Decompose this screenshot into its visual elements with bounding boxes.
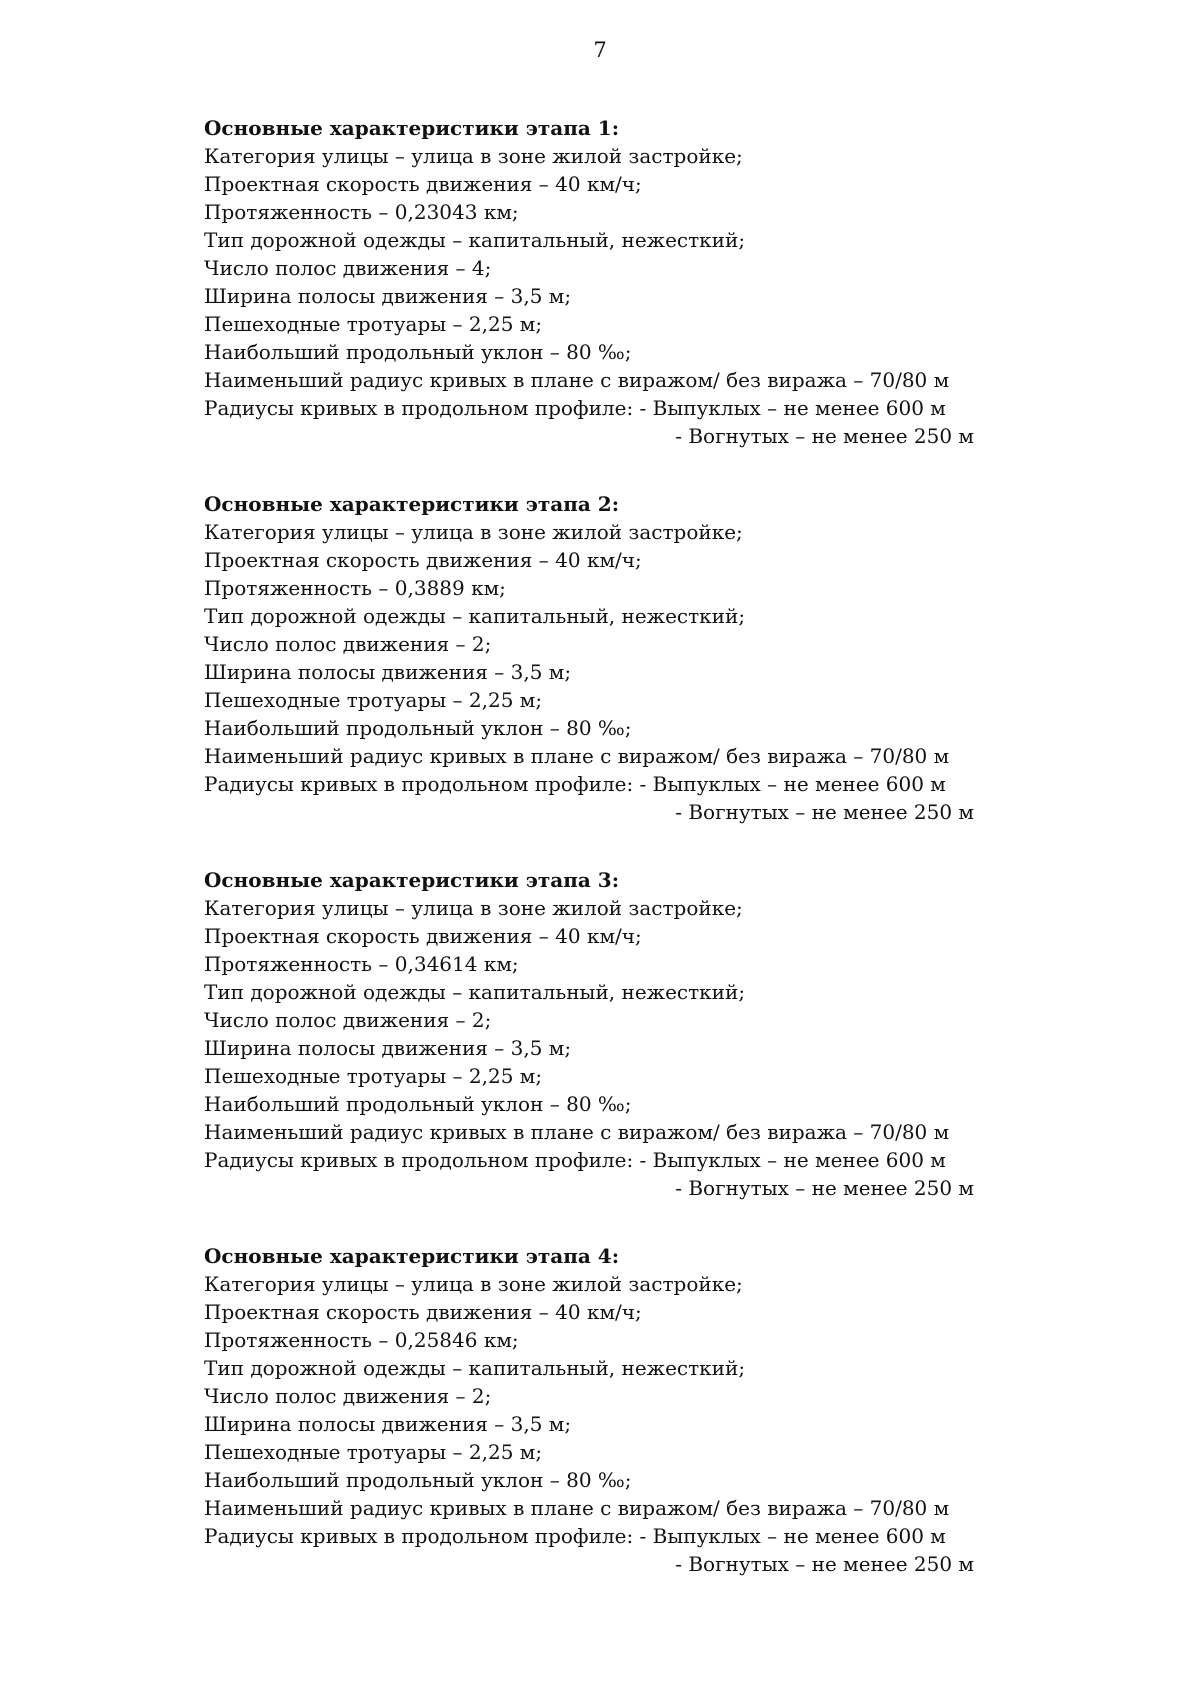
stage-3-section — [204, 866, 974, 1202]
street-category-line: Категория улицы – улица в зоне жилой застройке; — [204, 896, 743, 920]
lane-count-line: Число полос движения – 4; — [204, 256, 492, 280]
design-speed-line: Проектная скорость движения – 40 км/ч; — [204, 924, 642, 948]
stage-4-section — [204, 1242, 974, 1578]
pavement-type-line: Тип дорожной одежды – капитальный, нежесткий; — [204, 604, 746, 628]
stage-1-section — [204, 114, 974, 450]
min-curve-radius-line: Наименьший радиус кривых в плане с виражом/ без виража – 70/80 м — [204, 368, 950, 392]
pavement-type-line: Тип дорожной одежды – капитальный, нежесткий; — [204, 228, 746, 252]
street-category-line: Категория улицы – улица в зоне жилой застройке; — [204, 520, 743, 544]
lane-width-line: Ширина полосы движения – 3,5 м; — [204, 660, 572, 684]
lane-count-line: Число полос движения – 2; — [204, 1384, 492, 1408]
profile-curve-radii-line: Радиусы кривых в продольном профиле: - Выпуклых – не менее 600 м — [204, 1148, 946, 1172]
lane-count-line: Число полос движения – 2; — [204, 632, 492, 656]
min-curve-radius-line: Наименьший радиус кривых в плане с виражом/ без виража – 70/80 м — [204, 1496, 950, 1520]
sidewalks-line: Пешеходные тротуары – 2,25 м; — [204, 1064, 543, 1088]
street-category-line: Категория улицы – улица в зоне жилой застройке; — [204, 1272, 743, 1296]
length-line: Протяженность – 0,3889 км; — [204, 576, 506, 600]
lane-width-line: Ширина полосы движения – 3,5 м; — [204, 1036, 572, 1060]
concave-curve-radius-line: - Вогнутых – не менее 250 м — [675, 424, 974, 448]
lane-count-line: Число полос движения – 2; — [204, 1008, 492, 1032]
concave-curve-radius-line: - Вогнутых – не менее 250 м — [675, 800, 974, 824]
concave-curve-radius-line: - Вогнутых – не менее 250 м — [675, 1176, 974, 1200]
length-line: Протяженность – 0,34614 км; — [204, 952, 519, 976]
max-grade-line: Наибольший продольный уклон – 80 ‰; — [204, 340, 632, 364]
max-grade-line: Наибольший продольный уклон – 80 ‰; — [204, 1092, 632, 1116]
min-curve-radius-line: Наименьший радиус кривых в плане с виражом/ без виража – 70/80 м — [204, 744, 950, 768]
page-number: 7 — [593, 38, 607, 62]
min-curve-radius-line: Наименьший радиус кривых в плане с виражом/ без виража – 70/80 м — [204, 1120, 950, 1144]
sidewalks-line: Пешеходные тротуары – 2,25 м; — [204, 688, 543, 712]
pavement-type-line: Тип дорожной одежды – капитальный, нежесткий; — [204, 1356, 746, 1380]
stage-2-section — [204, 490, 974, 826]
lane-width-line: Ширина полосы движения – 3,5 м; — [204, 284, 572, 308]
pavement-type-line: Тип дорожной одежды – капитальный, нежесткий; — [204, 980, 746, 1004]
section-heading: Основные характеристики этапа 3: — [204, 868, 620, 892]
profile-curve-radii-line: Радиусы кривых в продольном профиле: - Выпуклых – не менее 600 м — [204, 772, 946, 796]
section-heading: Основные характеристики этапа 4: — [204, 1244, 620, 1268]
section-heading: Основные характеристики этапа 2: — [204, 492, 620, 516]
section-heading: Основные характеристики этапа 1: — [204, 116, 620, 140]
street-category-line: Категория улицы – улица в зоне жилой застройке; — [204, 144, 743, 168]
document-body — [204, 114, 974, 1618]
length-line: Протяженность – 0,23043 км; — [204, 200, 519, 224]
max-grade-line: Наибольший продольный уклон – 80 ‰; — [204, 1468, 632, 1492]
max-grade-line: Наибольший продольный уклон – 80 ‰; — [204, 716, 632, 740]
concave-curve-radius-line: - Вогнутых – не менее 250 м — [675, 1552, 974, 1576]
profile-curve-radii-line: Радиусы кривых в продольном профиле: - Выпуклых – не менее 600 м — [204, 1524, 946, 1548]
length-line: Протяженность – 0,25846 км; — [204, 1328, 519, 1352]
sidewalks-line: Пешеходные тротуары – 2,25 м; — [204, 312, 543, 336]
design-speed-line: Проектная скорость движения – 40 км/ч; — [204, 1300, 642, 1324]
design-speed-line: Проектная скорость движения – 40 км/ч; — [204, 172, 642, 196]
sidewalks-line: Пешеходные тротуары – 2,25 м; — [204, 1440, 543, 1464]
lane-width-line: Ширина полосы движения – 3,5 м; — [204, 1412, 572, 1436]
design-speed-line: Проектная скорость движения – 40 км/ч; — [204, 548, 642, 572]
profile-curve-radii-line: Радиусы кривых в продольном профиле: - Выпуклых – не менее 600 м — [204, 396, 946, 420]
